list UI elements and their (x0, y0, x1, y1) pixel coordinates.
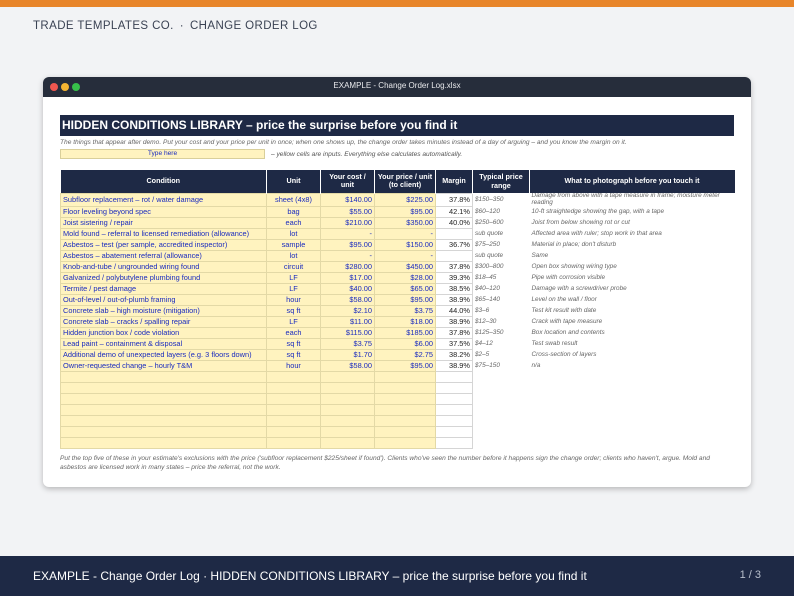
unit-cell[interactable]: sq ft (267, 306, 321, 317)
margin-cell: 38.5% (436, 284, 473, 295)
library-subtitle: The things that appear after demo. Put your cost and your price per unit in once; when one shows up, the change order takes minutes instead of a day of arguing – and you know the margin on it. (60, 139, 627, 146)
accent-bar (0, 0, 794, 7)
bottom-bar (0, 556, 794, 596)
empty-row (61, 394, 735, 405)
empty-cell (530, 383, 735, 394)
condition-cell[interactable]: Asbestos – abatement referral (allowance) (61, 251, 267, 262)
table-row (61, 251, 735, 262)
cost-cell[interactable]: $95.00 (321, 240, 375, 251)
range-cell: $250–600 (475, 219, 504, 227)
empty-cell (436, 372, 473, 383)
empty-row (61, 405, 735, 416)
range-cell: $2–5 (475, 351, 490, 359)
table-row (61, 361, 735, 372)
margin-cell: 38.9% (436, 317, 473, 328)
margin-cell: 39.3% (436, 273, 473, 284)
condition-cell[interactable]: Termite / pest damage (61, 284, 267, 295)
cost-cell[interactable]: $2.10 (321, 306, 375, 317)
empty-input-cell[interactable] (375, 438, 436, 449)
empty-input-cell[interactable] (61, 372, 267, 383)
empty-cell (530, 416, 735, 427)
empty-cell (436, 405, 473, 416)
empty-input-cell[interactable] (267, 372, 321, 383)
table-row (61, 240, 735, 251)
condition-cell[interactable]: Subfloor replacement – rot / water damage (61, 193, 267, 207)
empty-input-cell[interactable] (61, 427, 267, 438)
margin-cell: 42.1% (436, 207, 473, 218)
range-cell: $75–250 (475, 241, 500, 249)
price-cell[interactable]: $95.00 (375, 295, 436, 306)
margin-cell: 38.9% (436, 295, 473, 306)
unit-cell[interactable]: circuit (267, 262, 321, 273)
price-cell[interactable]: $6.00 (375, 339, 436, 350)
unit-cell[interactable]: lot (267, 251, 321, 262)
unit-cell[interactable]: sq ft (267, 350, 321, 361)
price-cell[interactable]: $95.00 (375, 361, 436, 372)
price-cell[interactable]: $28.00 (375, 273, 436, 284)
price-cell[interactable]: - (375, 229, 436, 240)
condition-cell[interactable]: Concrete slab – cracks / spalling repair (61, 317, 267, 328)
photo-cell: Joist from below showing rot or cut (531, 218, 630, 226)
condition-cell[interactable]: Owner-requested change – hourly T&M (61, 361, 267, 372)
price-cell[interactable]: - (375, 251, 436, 262)
price-cell[interactable]: $150.00 (375, 240, 436, 251)
table-header-row (61, 170, 735, 193)
empty-input-cell[interactable] (375, 405, 436, 416)
header-price: Your price / unit (to client) (375, 170, 436, 193)
price-cell[interactable]: $65.00 (375, 284, 436, 295)
empty-input-cell[interactable] (321, 427, 375, 438)
range-cell: $40–120 (475, 285, 500, 293)
empty-cell (473, 416, 530, 427)
empty-cell (530, 372, 735, 383)
margin-cell (436, 229, 473, 240)
empty-input-cell[interactable] (321, 394, 375, 405)
photo-cell: Damage from above with a tape measure in frame; moisture meter reading (531, 193, 720, 206)
empty-cell (530, 427, 735, 438)
brand-company: TRADE TEMPLATES CO. (33, 20, 174, 32)
empty-cell (473, 427, 530, 438)
empty-input-cell[interactable] (61, 383, 267, 394)
photo-cell: Damage with a screwdriver probe (531, 284, 627, 292)
photo-cell: n/a (531, 361, 541, 369)
unit-cell[interactable]: LF (267, 273, 321, 284)
unit-cell[interactable]: hour (267, 361, 321, 372)
empty-cell (530, 405, 735, 416)
condition-cell[interactable]: Lead paint – containment & disposal (61, 339, 267, 350)
table-row (61, 229, 735, 240)
unit-cell[interactable]: hour (267, 295, 321, 306)
unit-cell[interactable]: sheet (4x8) (267, 193, 321, 207)
cost-cell[interactable]: $58.00 (321, 295, 375, 306)
empty-row (61, 438, 735, 449)
empty-cell (473, 438, 530, 449)
empty-row (61, 383, 735, 394)
margin-cell: 40.0% (436, 218, 473, 229)
condition-cell[interactable]: Galvanized / polybutylene plumbing found (61, 273, 267, 284)
cost-cell[interactable]: $17.00 (321, 273, 375, 284)
empty-cell (436, 416, 473, 427)
empty-input-cell[interactable] (267, 383, 321, 394)
condition-cell[interactable]: Concrete slab – high moisture (mitigation) (61, 306, 267, 317)
table-row (61, 273, 735, 284)
range-cell: $12–30 (475, 318, 497, 326)
photo-cell: Box location and contents (531, 328, 605, 336)
empty-row (61, 372, 735, 383)
condition-cell[interactable]: Floor leveling beyond spec (61, 207, 267, 218)
condition-cell[interactable]: Additional demo of unexpected layers (e.g. 3 floors down) (61, 350, 267, 361)
price-cell[interactable]: $95.00 (375, 207, 436, 218)
input-legend (60, 149, 734, 159)
empty-input-cell[interactable] (267, 394, 321, 405)
table-row (61, 295, 735, 306)
table-row (61, 193, 735, 207)
range-cell: $4–12 (475, 340, 493, 348)
empty-cell (530, 394, 735, 405)
empty-cell (436, 438, 473, 449)
brand-section: CHANGE ORDER LOG (189, 20, 318, 32)
table-row (61, 284, 735, 295)
photo-cell: Test swab result (531, 339, 578, 347)
empty-cell (436, 427, 473, 438)
cost-cell[interactable]: $115.00 (321, 328, 375, 339)
header-condition: Condition (61, 170, 267, 193)
cost-cell[interactable]: $55.00 (321, 207, 375, 218)
condition-cell[interactable]: Hidden junction box / code violation (61, 328, 267, 339)
cost-cell[interactable]: $11.00 (321, 317, 375, 328)
brand-separator: · (179, 20, 184, 32)
empty-input-cell[interactable] (321, 383, 375, 394)
range-cell: sub quote (475, 252, 504, 260)
condition-cell[interactable]: Joist sistering / repair (61, 218, 267, 229)
unit-cell[interactable]: each (267, 218, 321, 229)
empty-input-cell[interactable] (321, 416, 375, 427)
cost-cell[interactable]: - (321, 251, 375, 262)
price-cell[interactable]: $3.75 (375, 306, 436, 317)
price-cell[interactable]: $2.75 (375, 350, 436, 361)
empty-input-cell[interactable] (321, 372, 375, 383)
range-cell: $60–120 (475, 208, 500, 216)
range-cell: $65–140 (475, 296, 500, 304)
photo-cell: Crack with tape measure (531, 317, 603, 325)
table-row (61, 328, 735, 339)
header-range: Typical price range (473, 170, 530, 193)
photo-cell: Cross-section of layers (531, 350, 597, 358)
unit-cell[interactable]: LF (267, 284, 321, 295)
header-margin: Margin (436, 170, 473, 193)
price-cell[interactable]: $185.00 (375, 328, 436, 339)
sheet-area (60, 115, 734, 371)
table-row (61, 317, 735, 328)
margin-cell: 37.8% (436, 328, 473, 339)
empty-input-cell[interactable] (321, 405, 375, 416)
cost-cell[interactable]: $40.00 (321, 284, 375, 295)
empty-input-cell[interactable] (61, 416, 267, 427)
cost-cell[interactable]: $1.70 (321, 350, 375, 361)
empty-input-cell[interactable] (321, 438, 375, 449)
cost-cell[interactable]: $210.00 (321, 218, 375, 229)
page-indicator: 1 / 3 (739, 569, 761, 581)
price-cell[interactable]: $350.00 (375, 218, 436, 229)
margin-cell: 36.7% (436, 240, 473, 251)
empty-input-cell[interactable] (375, 427, 436, 438)
cost-cell[interactable]: $3.75 (321, 339, 375, 350)
cost-cell[interactable]: $58.00 (321, 361, 375, 372)
empty-cell (530, 438, 735, 449)
table-row (61, 339, 735, 350)
unit-cell[interactable]: lot (267, 229, 321, 240)
range-cell: $300–800 (475, 263, 504, 271)
photo-cell: Material in place; don't disturb (531, 240, 617, 248)
unit-cell[interactable]: bag (267, 207, 321, 218)
brand-line (33, 20, 318, 32)
empty-cell (473, 383, 530, 394)
unit-cell[interactable]: sq ft (267, 339, 321, 350)
empty-cell (473, 394, 530, 405)
table-row (61, 207, 735, 218)
legend-text: – yellow cells are inputs. Everything else calculates automatically. (271, 150, 463, 158)
empty-input-cell[interactable] (375, 394, 436, 405)
table-row (61, 262, 735, 273)
cost-cell[interactable]: $280.00 (321, 262, 375, 273)
empty-input-cell[interactable] (375, 416, 436, 427)
empty-input-cell[interactable] (267, 427, 321, 438)
library-banner: HIDDEN CONDITIONS LIBRARY – price the surprise before you find it (60, 115, 734, 136)
empty-input-cell[interactable] (267, 405, 321, 416)
empty-input-cell[interactable] (375, 372, 436, 383)
empty-input-cell[interactable] (267, 438, 321, 449)
photo-cell: Test kit result with date (531, 306, 597, 314)
photo-cell: 10-ft straightedge showing the gap, with a tape (531, 207, 665, 215)
window-titlebar (43, 77, 751, 97)
empty-row (61, 427, 735, 438)
table-row (61, 350, 735, 361)
footer-title: EXAMPLE - Change Order Log · HIDDEN CONDITIONS LIBRARY – price the surprise before you find it (33, 569, 587, 583)
photo-cell: Pipe with corrosion visible (531, 273, 606, 281)
empty-input-cell[interactable] (61, 394, 267, 405)
unit-cell[interactable]: each (267, 328, 321, 339)
range-cell: $18–45 (475, 274, 497, 282)
spreadsheet-window (43, 77, 751, 487)
condition-cell[interactable]: Out-of-level / out-of-plumb framing (61, 295, 267, 306)
empty-input-cell[interactable] (61, 405, 267, 416)
empty-cell (473, 405, 530, 416)
cost-cell[interactable]: - (321, 229, 375, 240)
margin-cell: 37.8% (436, 262, 473, 273)
empty-input-cell[interactable] (375, 383, 436, 394)
empty-row (61, 416, 735, 427)
margin-cell: 44.0% (436, 306, 473, 317)
header-unit: Unit (267, 170, 321, 193)
empty-input-cell[interactable] (61, 438, 267, 449)
margin-cell: 37.5% (436, 339, 473, 350)
range-cell: $150–350 (475, 195, 504, 203)
range-cell: $125–350 (475, 329, 504, 337)
photo-cell: Affected area with ruler; stop work in that area (531, 229, 662, 237)
header-photo: What to photograph before you touch it (530, 170, 735, 193)
header-cost: Your cost / unit (321, 170, 375, 193)
cost-cell[interactable]: $140.00 (321, 193, 375, 207)
price-cell[interactable]: $225.00 (375, 193, 436, 207)
condition-cell[interactable]: Mold found – referral to licensed remediation (allowance) (61, 229, 267, 240)
library-footnote: Put the top five of these in your estimate's exclusions with the price ('subfloor replacement $225/sheet if found'). Clients who've seen the number before it happens sign the change order; clients who haven't, argue. Mold and asbestos are licensed work in many states – price the referral, not the work. (60, 455, 710, 471)
table-row (61, 218, 735, 229)
unit-cell[interactable]: sample (267, 240, 321, 251)
empty-cell (436, 383, 473, 394)
condition-cell[interactable]: Asbestos – test (per sample, accredited inspector) (61, 240, 267, 251)
price-cell[interactable]: $18.00 (375, 317, 436, 328)
window-title: EXAMPLE - Change Order Log.xlsx (333, 81, 461, 90)
price-cell[interactable]: $450.00 (375, 262, 436, 273)
margin-cell (436, 251, 473, 262)
photo-cell: Same (531, 251, 549, 259)
empty-cell (473, 372, 530, 383)
photo-cell: Open box showing wiring type (531, 262, 617, 270)
photo-cell: Level on the wall / floor (531, 295, 597, 303)
margin-cell: 38.9% (436, 361, 473, 372)
margin-cell: 37.8% (436, 193, 473, 207)
conditions-table (60, 170, 735, 449)
range-cell: sub quote (475, 230, 504, 238)
unit-cell[interactable]: LF (267, 317, 321, 328)
range-cell: $75–150 (475, 362, 500, 370)
empty-input-cell[interactable] (267, 416, 321, 427)
legend-input-cell[interactable]: Type here (60, 149, 265, 159)
empty-cell (436, 394, 473, 405)
condition-cell[interactable]: Knob-and-tube / ungrounded wiring found (61, 262, 267, 273)
margin-cell: 38.2% (436, 350, 473, 361)
table-row (61, 306, 735, 317)
range-cell: $3–6 (475, 307, 490, 315)
